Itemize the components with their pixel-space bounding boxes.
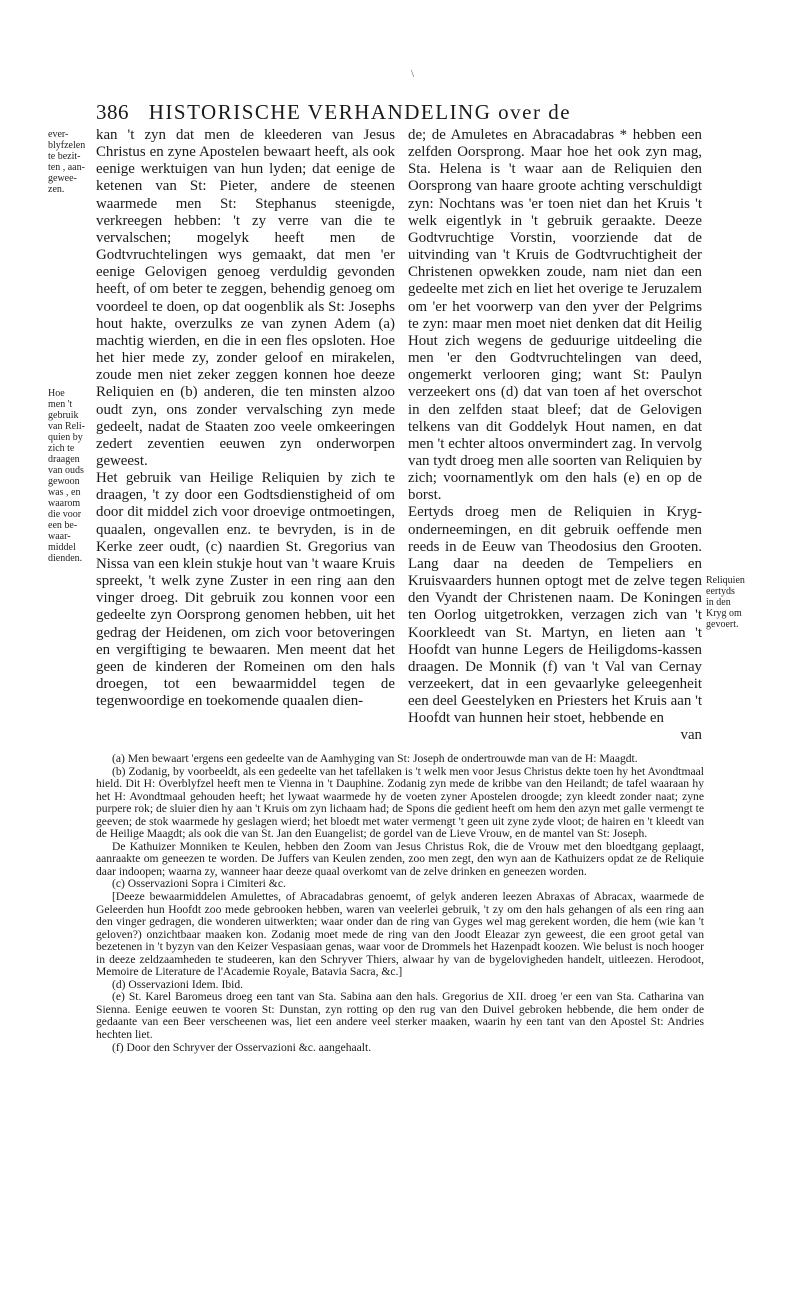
paragraph: Het gebruik van Heilige Reliquien by zich te draagen, 't zy door een Godtsdienstigheid of om door dit middel zich voor droevige ontmoetingen, quaalen, ongevallen enz. te bevryden, is in de Kerke zeer oudt, (c) naardien St. Gregorius van Nissa van een klein stukje hout van 't waare Kruis spreekt, 't welk zyne Zuster in een ring aan den vinger droeg. Dit gebruik zou konnen voor een gedeelte zyn Oorsprong genomen hebben, uit het gedrag der Heidenen, om zich voor betoveringen en vergiftiging te bewaaren. Men meent dat het geen de kinderen der Romeinen om den hals droegen, tot een bewaarmiddel tegen de tegenwoordige en toekomende quaalen dien- (96, 470, 395, 710)
margin-note-left-1: ever- blyfzelen te bezit- ten , aan- gewee- zen. (48, 129, 86, 195)
top-mark: \ (411, 68, 415, 80)
paragraph: kan 't zyn dat men de kleederen van Jesus Christus en zyne Apostelen bewaart heeft, als ook eenige werktuigen van hun lyden; dat eenige de ketenen van St: Pieter, andere de steenen waarmede men St: Stephanus steenigde, verkreegen hebben: 't zy verre van die te vervalschen; mogelyk heeft men de Godtvruchtelingen wys gemaakt, dat men 'er eenige Gelovigen genoeg verduldig gevonden heeft, of om beter te zeggen, behendig genoeg om voordeel te doen, op dat oogenblik als St: Josephs hout hakte, overzulks ze van zynen Adem (a) machtig wierden, en die in een fles opsloten. Hoe het hier mede zy, zonder geloof en mirakelen, zoude men niet zeker zeggen konnen hoe deeze Reliquien en (b) anderen, die ten minsten alzoo oudt zyn, ons zonder vervalsching zyn mede gedeelt, nadat de Staaten zoo veele omkeeringen zedert zeventien eeuwen zyn onderworpen geweest. (96, 127, 395, 469)
margin-note-right-1: Reliquien eertyds in den Kryg om gevoert. (706, 575, 745, 630)
footnote: (e) St. Karel Baromeus droeg een tant van Sta. Sabina aan den hals. Gregorius de XII. droeg 'er een van Sta. Catharina van Sienna. Eenige eeuwen te vooren St: Dunstan, zyn rotting op den rug van den Duivel gebroken hebbende, die hem onder de gedaante van een Beer verscheenen was, liet een andere veel sterker maaken, waarin hy een tant van den Apostel St: Andries hechten liet. (96, 990, 704, 1042)
footnote: (c) Osservazioni Sopra i Cimiteri &c. (112, 877, 286, 891)
footnote: (b) Zodanig, by voorbeeldt, als een gedeelte van het tafellaken is 't welk men voor Jesus Christus dekte toen hy het Avondtmaal hield. Dit H: Overblyfzel heeft men te Vienna in 't Dauphine. Zodanig zyn mede de kribbe van den Heilandt; de tafel waaraan hy het H: Avondtmaal gehouden heeft; het lywaat waarmede hy de voeten zyner Apostelen droogde; zyn kleedt zonder naat; zyne purpere rok; de sluier dien hy aan 't Kruis om zyn lichaam had; de Spons die gedient heeft om hem den azyn met galle vermengt te geeven; de stok waarmede hy geslagen wierd; het bloedt met water vermengt 't geen uit zyne zyde vloot; de hairen en 't kleedt van de Heilige Maagdt; als ook die van St. Jan den Euangelist; de gordel van de Lieve Vrouw, en de mantel van St: Joseph. (96, 764, 704, 841)
paragraph: de; de Amuletes en Abracadabras * hebben een zelfden Oorsprong. Maar hoe het ook zyn mag, Sta. Helena is 't waar aan de Reliquien den Oorsprong van haare groote achting verschuldigt zyn: Nochtans was 'er toen niet dan het Kruis 't welk eigentlyk in 't gebruik geraakte. Deeze Godtvruchtige Vorstin, voorziende dat de uitvinding van 't Kruis de Godtvruchtigheit der Christenen opwekken zoude, nam niet dan een gedeelte met zich en liet het overige te Jeruzalem om 'er het voorwerp van den yver der Pelgrims te zyn: maar men moet niet denken dat dit Heilig Hout zich wegens de geduurige uitdeeling die men 'er den Godtvruchtelingen van deed, ongemerkt verlooren ging; want St: Paulyn verzeekert ons (d) dat van toen af het overschot in den zelfden staat bleef; dat de Gelovigen telkens van dit Goddelyk Hout namen, en dat men 't echter altoos onvermindert zag. In vervolg van tydt droeg men alle soorten van Reliquien by zich; voornamentlyk om den hals (e) en op de borst. (408, 127, 702, 504)
footnote: (a) Men bewaart 'ergens een gedeelte van de Aamhyging van St: Joseph de ondertrouwde man van de H: Maagdt. (112, 752, 638, 765)
footnotes (96, 753, 704, 1054)
footnote: (f) Door den Schryver der Osservazioni &c. aangehaalt. (112, 1040, 372, 1054)
footnote: (d) Osservazioni Idem. Ibid. (112, 977, 244, 991)
left-column (96, 127, 395, 710)
paragraph: Eertyds droeg men de Reliquien in Kryg-onderneemingen, en dit gebruik oeffende men reeds in de Eeuw van Theodosius den Grooten. Lang daar na deeden de Tempeliers en Kruisvaarders hunnen optogt met de zelve tegen den Vyandt der Christenen naam. De Koningen ten Oorlog uitgetrokken, verzagen zich van 't Koorkleedt van St. Martyn, en lieten aan 't Hoofdt van hunne Legers de Heiligdoms-kassen draagen. De Monnik (f) van 't Val van Cernay verzeekert, dat in een gevaarlyke geleegenheit een deel Geestelyken en Priesters het Kruis aan 't Hoofdt van hunnen heir stoet, hebbende en (408, 504, 702, 727)
page-number: 386 (96, 100, 129, 124)
right-column (408, 127, 702, 745)
margin-note-left-2: Hoe men 't gebruik van Reli- quien by zich te draagen van ouds gewoon was , en waarom die voor een be- waar- middel dienden. (48, 388, 85, 564)
footnote: [Deeze bewaarmiddelen Amulettes, of Abracadabras genoemt, of gelyk anderen leezen Abraxas of Abracax, waarmede de Geleerden hun Hoofdt zoo mede gebrooken hebben, waren van veelerlei gebruik, 't zy om den hals gehangen of als een ring aan den vinger gedragen, die wonderen uitwerkten; waar onder dan de ring van Gyges wel mag gerekent worden, die hem (wie kan 't geloven?) onzichtbaar maaken kon. Zodanig moet mede de ring van den Joodt Eleazar zyn geweest, die een groot getal van bezetenen in 't byzyn van den Keizer Vespasiaan genas, waar voor de Drommels het Hazenpadt koozen. Wie belust is noch hooger in deeze zeldzaamheden te studeeren, kan den Schryver Thiers, alwaar hy van de bygelovigheden handelt, uitleezen. Herodoot, Memoire de Literature de l'Academie Royale, Batavia Sacra, &c.] (96, 890, 704, 979)
catchword: van (680, 727, 702, 744)
running-header (96, 100, 702, 125)
running-title: HISTORISCHE VERHANDELING over de (148, 100, 572, 124)
footnote: De Kathuizer Monniken te Keulen, hebben den Zoom van Jesus Christus Rok, die de Vrouw met den bloedtgang geplaagt, aanraakte om geneezen te worden. De Juffers van Keulen zenden, zoo men zegt, den wyn aan de Kathuizers opdat ze de Reliquie daar indoopen; waarna zy, wanneer haar deeze quaal overkomt van de zelve drinken en geneezen worden. (96, 839, 704, 878)
